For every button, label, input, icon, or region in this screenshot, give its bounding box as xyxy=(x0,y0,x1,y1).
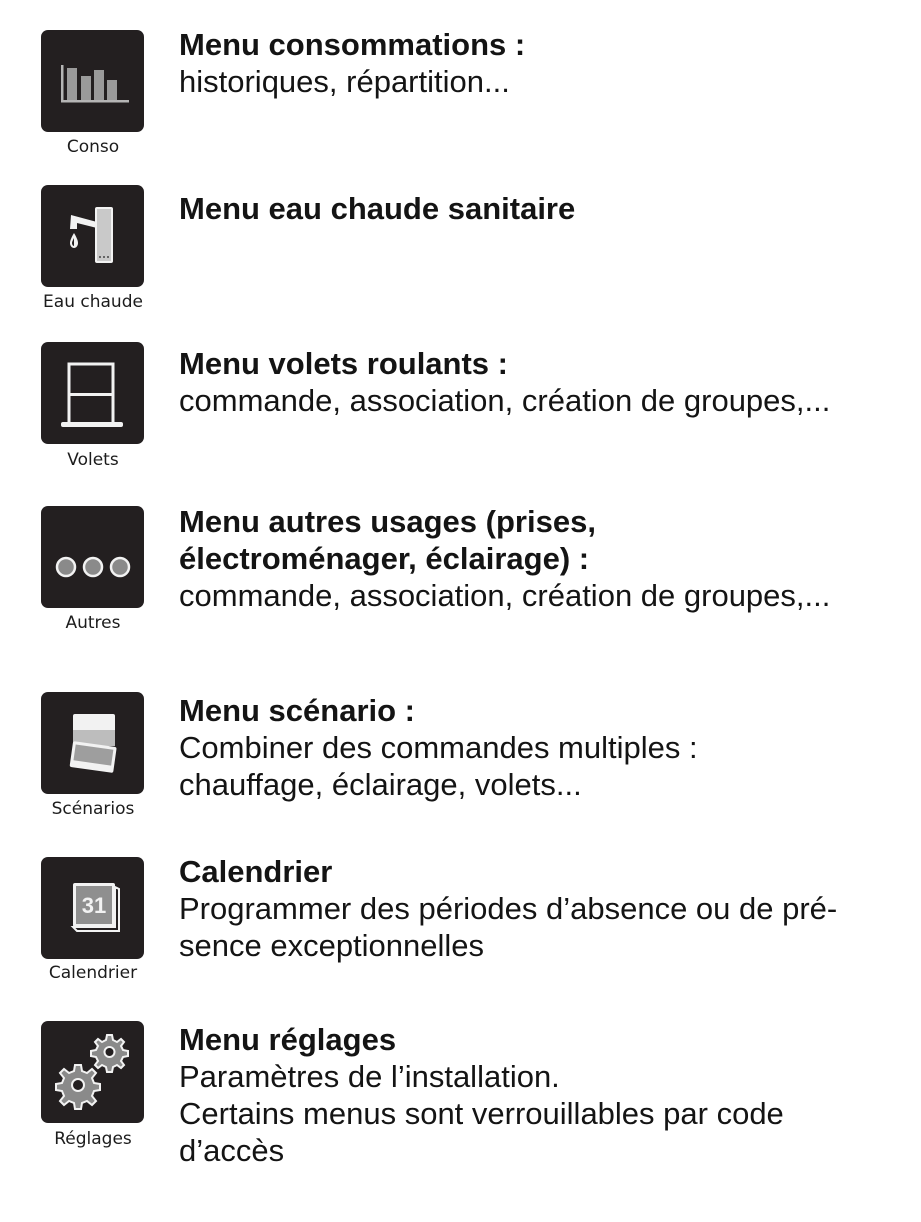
reglages-tile[interactable] xyxy=(41,1021,144,1123)
calendrier-tile[interactable] xyxy=(41,857,144,959)
tile-caption: Volets xyxy=(67,450,119,470)
entry-description: Combiner des commandes multiples : xyxy=(179,730,698,765)
window-shutter-icon xyxy=(41,342,144,444)
entry-description: Certains menus sont verrouillables par code xyxy=(179,1096,784,1131)
tile-caption: Réglages xyxy=(54,1129,132,1149)
entry-description: Paramètres de l’installation. xyxy=(179,1059,560,1094)
gears-icon xyxy=(41,1021,144,1123)
entry-text xyxy=(179,692,899,803)
entry-title: Menu volets roulants : xyxy=(179,346,508,381)
entry-description: Programmer des périodes d’absence ou de pré- xyxy=(179,891,838,926)
tile-caption: Autres xyxy=(65,613,121,633)
entry-title: Menu consommations : xyxy=(179,27,526,62)
entry-text xyxy=(179,26,899,100)
scenario-cards-icon xyxy=(41,692,144,794)
entry-title: Menu scénario : xyxy=(179,693,415,728)
entry-text xyxy=(179,345,899,419)
three-dots-icon xyxy=(41,506,144,608)
entry-description: sence exceptionnelles xyxy=(179,928,485,963)
entry-text xyxy=(179,1021,899,1169)
entry-title: Menu réglages xyxy=(179,1022,397,1057)
conso-tile[interactable] xyxy=(41,30,144,132)
entry-title: Calendrier xyxy=(179,854,333,889)
entry-description: commande, association, création de groupes,... xyxy=(179,383,831,418)
tile-caption: Eau chaude xyxy=(43,292,143,312)
entry-title: électroménager, éclairage) : xyxy=(179,541,590,576)
entry-title: Menu eau chaude sanitaire xyxy=(179,191,576,226)
calendar-icon xyxy=(41,857,144,959)
eau-chaude-tile[interactable] xyxy=(41,185,144,287)
autres-tile[interactable] xyxy=(41,506,144,608)
calendar-day: 31 xyxy=(81,893,107,918)
entry-description: d’accès xyxy=(179,1133,285,1168)
bar-chart-icon xyxy=(41,30,144,132)
tile-caption: Conso xyxy=(66,137,120,157)
scenarios-tile[interactable] xyxy=(41,692,144,794)
tile-caption: Calendrier xyxy=(48,963,138,983)
volets-tile[interactable] xyxy=(41,342,144,444)
entry-text xyxy=(179,853,899,964)
entry-description: historiques, répartition... xyxy=(179,64,510,99)
entry-description: chauffage, éclairage, volets... xyxy=(179,767,582,802)
entry-description: commande, association, création de groupes,... xyxy=(179,578,831,613)
tile-caption: Scénarios xyxy=(51,799,135,819)
entry-text xyxy=(179,503,899,614)
entry-text xyxy=(179,190,899,227)
entry-title: Menu autres usages (prises, xyxy=(179,504,596,539)
faucet-icon xyxy=(41,185,144,287)
